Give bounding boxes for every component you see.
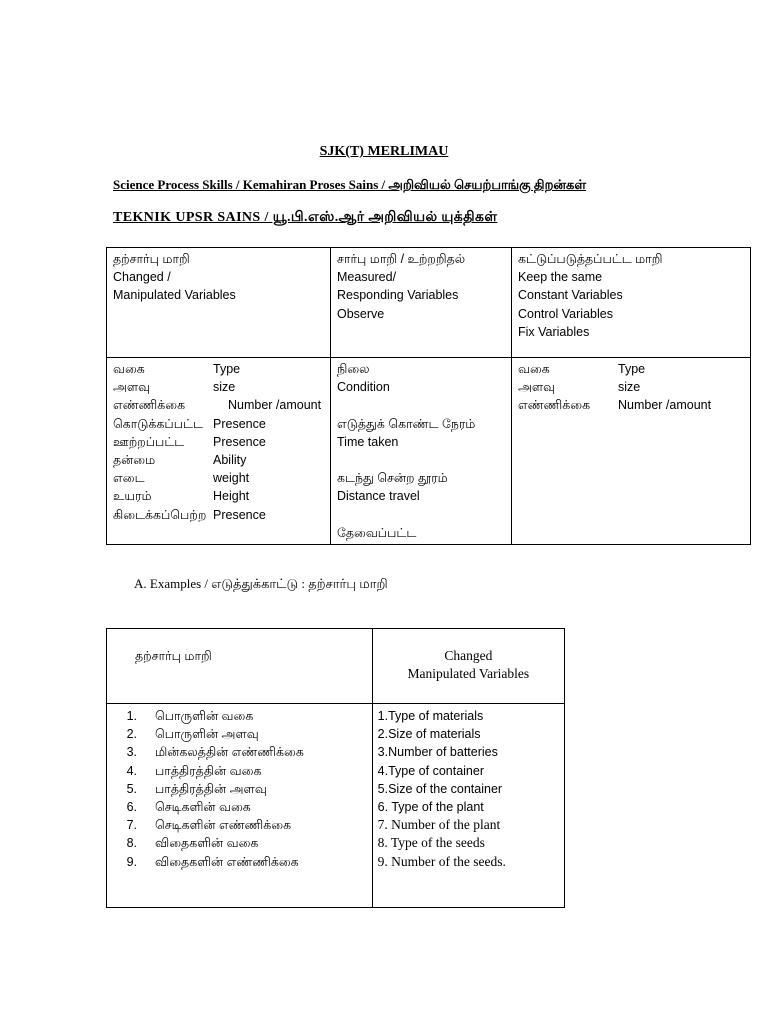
examples-table — [106, 628, 565, 908]
variable-entry: தன்மை Ability — [113, 453, 247, 468]
header-line: கட்டுப்படுத்தப்பட்ட மாறி — [518, 252, 663, 266]
list-item: 2. பொருளின் அளவு — [126, 727, 259, 742]
header-line: சார்பு மாறி / உற்றறிதல் — [337, 252, 466, 266]
list-item: 1.Type of materials — [377, 709, 484, 723]
responding-variables-cell — [331, 358, 512, 545]
header-line: Observe — [337, 306, 385, 321]
list-item: 9. Number of the seeds. — [377, 853, 506, 869]
variable-entry: ஊற்றப்பட்ட Presence — [113, 434, 266, 449]
list-item: 9. விதைகளின் எண்ணிக்கை — [126, 854, 299, 869]
header-line: Manipulated Variables — [113, 288, 236, 303]
list-item: 6. Type of the plant — [377, 800, 484, 815]
variable-entry — [337, 451, 505, 469]
variable-entry: Time taken — [337, 434, 399, 449]
variable-entry: வகை Type — [113, 362, 241, 376]
examples-header-left: தற்சார்பு மாறி — [107, 629, 373, 704]
list-item: 4. பாத்திரத்தின் வகை — [126, 763, 262, 778]
variable-entry: தேவைப்பட்ட — [337, 525, 417, 540]
header-responding — [331, 248, 512, 358]
list-item: 8. விதைகளின் வகை — [126, 836, 259, 851]
examples-heading: A. Examples / எடுத்துக்காட்டு : தற்சார்பு மாறி — [134, 576, 388, 591]
examples-left-list — [107, 704, 373, 908]
variable-entry — [337, 396, 505, 414]
examples-table-header-row — [107, 629, 565, 704]
variable-entry: அளவு size — [518, 380, 641, 395]
constant-variables-cell — [512, 358, 751, 545]
list-item: 3.Number of batteries — [377, 745, 498, 760]
manipulated-variables-cell — [107, 358, 331, 545]
list-item: 7. Number of the plant — [377, 817, 501, 833]
header-line: தற்சார்பு மாறி — [113, 252, 190, 266]
document-subtitle: Science Process Skills / Kemahiran Proses Sains / அறிவியல் செயற்பாங்கு திறன்கள் — [113, 177, 587, 192]
header-line: Measured/ — [337, 270, 397, 285]
header-manipulated — [107, 248, 331, 358]
header-line: Keep the same — [518, 270, 603, 285]
list-item: 6. செடிகளின் வகை — [126, 800, 251, 815]
list-item: 4.Type of container — [377, 763, 484, 778]
variables-table-body-row — [107, 358, 751, 545]
list-item: 5. பாத்திரத்தின் அளவு — [126, 781, 267, 796]
variable-entry: Condition — [337, 380, 390, 395]
variable-entry: கிடைக்கப்பெற்ற Presence — [113, 507, 266, 522]
variable-entry: கொடுக்கப்பட்ட Presence — [113, 416, 266, 431]
variable-entry — [337, 506, 505, 524]
header-line: Changed / — [113, 270, 171, 285]
variables-table-header-row — [107, 248, 751, 358]
variable-entry: உயரம் Height — [113, 489, 250, 504]
variable-entry: எடை weight — [113, 471, 250, 486]
variable-entry: கடந்து சென்ற தூரம் — [337, 471, 448, 486]
variable-entry: எடுத்துக் கொண்ட நேரம் — [337, 416, 476, 431]
list-item: 2.Size of materials — [377, 727, 481, 742]
section-heading-teknik: TEKNIK UPSR SAINS / யூ.பி.எஸ்.ஆர் அறிவியல் யுக்திகள் — [113, 210, 498, 225]
list-item: 1. பொருளின் வகை — [126, 709, 254, 723]
variable-entry: எண்ணிக்கை Number /amount — [113, 398, 322, 413]
document-title: SJK(T) MERLIMAU — [319, 144, 449, 159]
header-line: Manipulated Variables — [407, 666, 530, 681]
variable-entry: Distance travel — [337, 489, 420, 504]
header-line: Control Variables — [518, 306, 613, 321]
header-line: Constant Variables — [518, 288, 623, 303]
variables-table — [106, 247, 751, 545]
variable-entry: எண்ணிக்கை Number /amount — [518, 398, 712, 413]
examples-table-body-row — [107, 704, 565, 908]
variable-entry: வகை Type — [518, 362, 646, 376]
examples-right-list — [372, 704, 564, 908]
variable-entry: நிலை — [337, 362, 370, 376]
header-line: Fix Variables — [518, 324, 590, 339]
header-line: Responding Variables — [337, 288, 459, 303]
list-item: 8. Type of the seeds — [377, 835, 485, 851]
header-constant — [512, 248, 751, 358]
variable-entry: அளவு size — [113, 380, 236, 395]
examples-header-right — [372, 629, 564, 704]
list-item: 5.Size of the container — [377, 781, 503, 796]
list-item: 3. மின்கலத்தின் எண்ணிக்கை — [126, 745, 304, 760]
header-line: Changed — [444, 648, 493, 663]
list-item: 7. செடிகளின் எண்ணிக்கை — [126, 818, 292, 833]
